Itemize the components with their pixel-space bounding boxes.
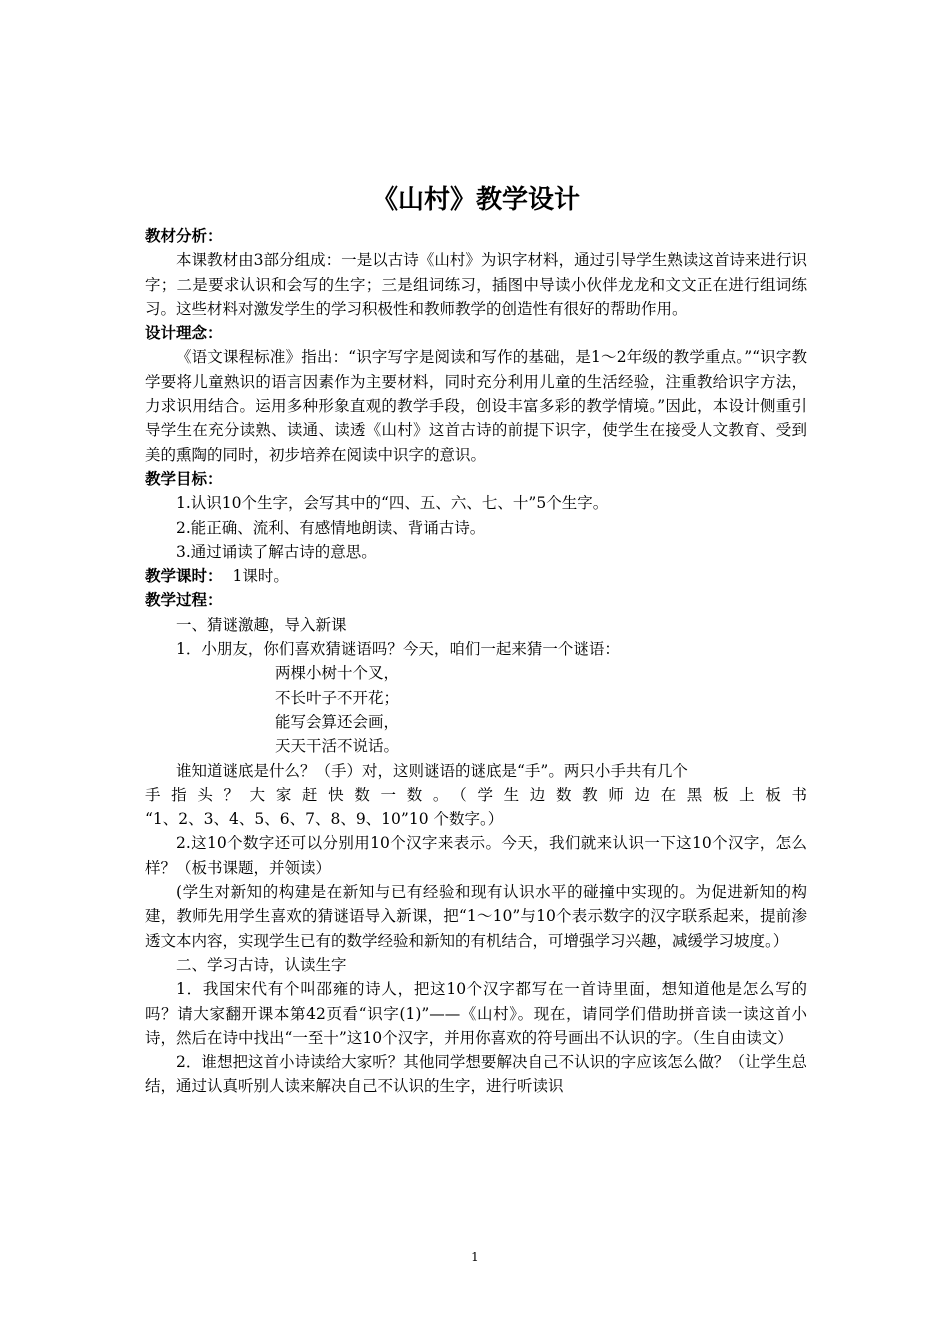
analysis-paragraph: 本课教材由3部分组成：一是以古诗《山村》为识字材料，通过引导学生熟读这首诗来进行识字；二是要求认识和会写的生字；三是组词练习，插图中导读小伙伴龙龙和文文正在进行组词练习。这些材料对激发学生的学习积极性和教师教学的创造性有很好的帮助作用。 (145, 251, 807, 318)
step1-title: 一、猜谜激趣，导入新课 (176, 615, 347, 634)
analysis-heading: 教材分析： (145, 226, 223, 245)
riddle-line: 能写会算还会画， (275, 712, 400, 731)
step1-paragraph: 1．小朋友，你们喜欢猜谜语吗？今天，咱们一起来猜一个谜语： (176, 640, 620, 659)
step2-paragraph: 1．我国宋代有个叫邵雍的诗人，把这10个汉字都写在一首诗里面，想知道他是怎么写的吗？请大家翻开课本第42页看“识字(1)”——《山村》。现在，请同学们借助拼音读一读这首小诗，然后在诗中找出“一至十”这10个汉字，并用你喜欢的符号画出不认识的字。（生自由读文） (145, 980, 807, 1047)
step1-paragraph: 谁知道谜底是什么？（手）对，这则谜语的谜底是“手”。两只小手共有几个 (176, 761, 688, 780)
goal-item: 2.能正确、流利、有感情地朗读、背诵古诗。 (176, 518, 486, 537)
step1-note: (学生对新知的构建是在新知与已有经验和现有认识水平的碰撞中实现的。为促进新知的构建，教师先用学生喜欢的猜谜语导入新课，把“1～10”与10个表示数字的汉字联系起来，提前渗透文本内容，实现学生已有的数学经验和新知的有机结合，可增强学习兴趣，减缓学习坡度。） (145, 883, 807, 950)
goal-item: 3.通过诵读了解古诗的意思。 (176, 542, 377, 561)
concept-paragraph: 《语文课程标准》指出：“识字写字是阅读和写作的基础，是1～2年级的教学重点。”“识字教学要将儿童熟识的语言因素作为主要材料，同时充分利用儿童的生活经验，注重教给识字方法，力求识用结合。运用多种形象直观的教学手段，创设丰富多彩的教学情境。”因此，本设计侧重引导学生在充分读熟、读通、读透《山村》这首古诗的前提下识字，使学生在接受人文教育、受到美的熏陶的同时，初步培养在阅读中识字的意识。 (145, 348, 807, 464)
goal-item: 1.认识10个生字，会写其中的“四、五、六、七、十”5个生字。 (176, 494, 609, 513)
concept-heading: 设计理念： (145, 323, 223, 343)
riddle-line: 天天干活不说话。 (275, 737, 400, 756)
hours-line (145, 564, 807, 588)
goals-heading: 教学目标： (145, 468, 223, 488)
page-number: 1 (471, 1250, 479, 1264)
step1-paragraph: 2.这10个数字还可以分别用10个汉字来表示。今天，我们就来认识一下这10个汉字，怎么样？（板书课题，并领读） (145, 834, 807, 877)
hours-value: 1课时。 (232, 567, 289, 586)
document-body (145, 180, 807, 1099)
step1-paragraph: “1、2、3、4、5、6、7、8、9、10”10 个数字。） (145, 810, 504, 829)
riddle-line: 不长叶子不开花； (275, 688, 400, 707)
step1-paragraph: 手指头？大家赶快数一数。（学生边数教师边在黑板上板书 (145, 785, 807, 804)
process-heading: 教学过程： (145, 590, 223, 610)
hours-heading: 教学课时： (145, 566, 223, 586)
riddle-line: 两棵小树十个叉， (275, 664, 400, 683)
step2-paragraph: 2．谁想把这首小诗读给大家听？其他同学想要解决自己不认识的字应该怎么做？（让学生总结，通过认真听别人读来解决自己不认识的生字，进行听读识 (145, 1053, 807, 1096)
page-title: 《山村》教学设计 (371, 185, 580, 215)
step2-title: 二、学习古诗，认读生字 (176, 955, 347, 974)
